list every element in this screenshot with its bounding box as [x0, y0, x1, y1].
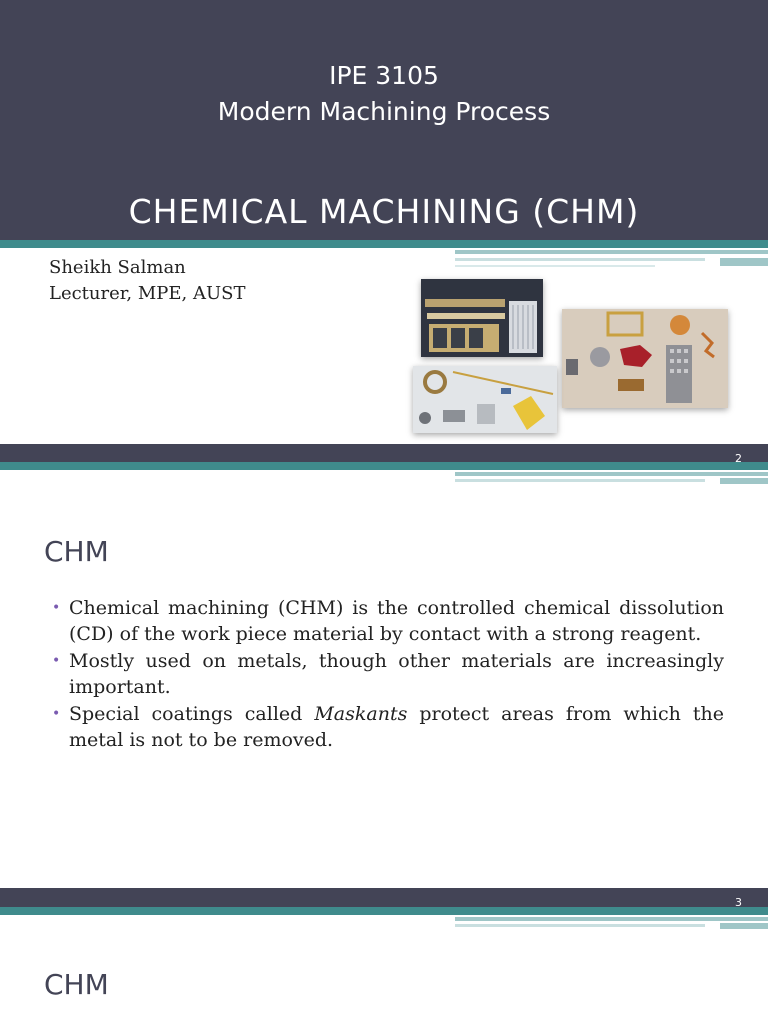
slide-heading: CHM: [44, 968, 109, 1001]
bullet-dot-icon: •: [52, 706, 61, 722]
divider-stripe: [720, 258, 768, 266]
bullet-text-before: Special coatings called: [69, 703, 315, 725]
etched-parts-photo: [421, 279, 543, 357]
etched-parts-image: [421, 279, 543, 357]
bullet-text: Chemical machining (CHM) is the controlled chemical dissolution (CD) of the work piece material by contact with a strong reagent.: [69, 597, 724, 645]
divider-stripe: [455, 472, 768, 476]
bullet-dot-icon: •: [52, 600, 61, 616]
slide-number: 3: [735, 896, 742, 909]
divider-stripe: [0, 240, 768, 248]
divider-stripe: [0, 907, 768, 915]
divider-stripe: [455, 479, 705, 482]
bullet-text-after: protect areas from which the metal is not to be removed.: [69, 703, 724, 751]
bullet-item: [52, 595, 724, 647]
author-position: Lecturer, MPE, AUST: [49, 283, 246, 304]
bullet-item: [52, 648, 724, 700]
slide-separator-band: [0, 444, 768, 462]
divider-stripe: [455, 917, 768, 921]
slide-heading: CHM: [44, 535, 109, 568]
bullet-emphasis: Maskants: [314, 703, 408, 725]
slide-number: 2: [735, 452, 742, 465]
divider-stripe: [455, 250, 768, 254]
bullet-item: [52, 701, 724, 753]
author-name: Sheikh Salman: [49, 257, 186, 278]
bullet-text: Mostly used on metals, though other materials are increasingly important.: [69, 650, 724, 698]
course-name: Modern Machining Process: [217, 97, 551, 126]
divider-stripe: [720, 478, 768, 484]
divider-stripe: [455, 258, 705, 261]
divider-stripe: [0, 462, 768, 470]
assorted-parts-image: [562, 309, 728, 408]
divider-stripe: [455, 924, 705, 927]
slide-separator-band: [0, 888, 768, 907]
assorted-parts-photo: [562, 309, 728, 408]
machined-components-image: [413, 366, 557, 433]
bullet-list: [52, 595, 724, 754]
course-code: IPE 3105: [329, 61, 439, 90]
divider-stripe: [455, 265, 655, 267]
bullet-dot-icon: •: [52, 653, 61, 669]
divider-stripe: [720, 923, 768, 929]
machined-components-photo: [413, 366, 557, 433]
slide-title: CHEMICAL MACHINING (CHM): [128, 192, 640, 231]
